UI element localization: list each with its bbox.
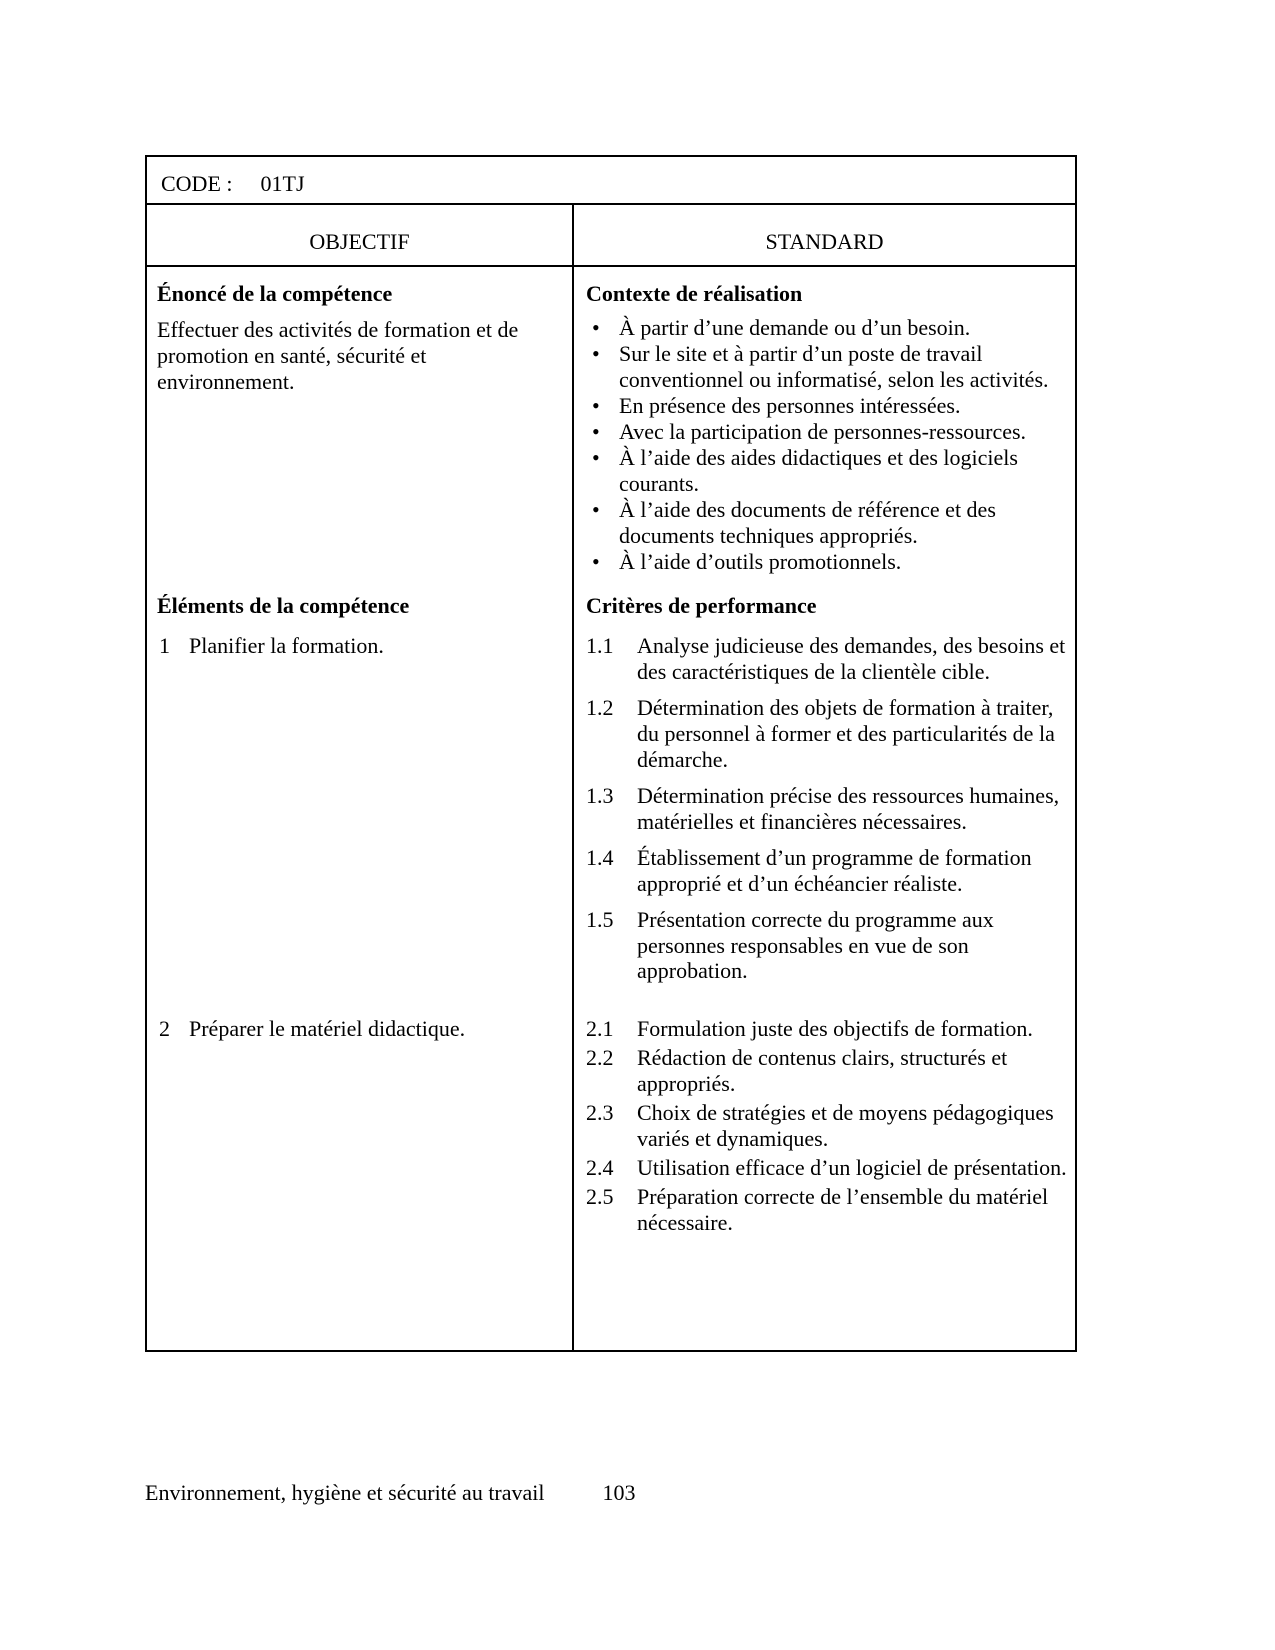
contexte-bullet-text: En présence des personnes intéressées. — [619, 392, 961, 418]
critere-text: Choix de stratégies et de moyens pédagogiques variés et dynamiques. — [637, 1100, 1054, 1152]
element-item-1 — [157, 633, 562, 659]
critere-item — [586, 907, 1067, 985]
critere-item — [586, 633, 1067, 685]
critere-number: 2.2 — [586, 1045, 614, 1071]
criteres-group-1-cell — [572, 625, 1075, 994]
bullet-icon: • — [592, 340, 600, 366]
code-value: 01TJ — [260, 171, 305, 196]
critere-text: Présentation correcte du programme aux personnes responsables en vue de son approbation. — [637, 906, 994, 984]
contexte-bullet-item — [586, 419, 1067, 445]
critere-text: Utilisation efficace d’un logiciel de présentation. — [637, 1155, 1067, 1181]
contexte-cell — [572, 267, 1075, 587]
critere-text: Détermination précise des ressources humaines, matérielles et financières nécessaires. — [637, 782, 1060, 834]
criteres-list-2 — [586, 1016, 1067, 1236]
page-number: 103 — [602, 1480, 636, 1505]
critere-text: Préparation correcte de l’ensemble du matériel nécessaire. — [637, 1184, 1049, 1236]
critere-item — [586, 783, 1067, 835]
critere-text: Analyse judicieuse des demandes, des besoins et des caractéristiques de la clientèle cible. — [637, 633, 1066, 684]
critere-number: 1.1 — [586, 633, 614, 658]
critere-item — [586, 1155, 1067, 1181]
element-text: Planifier la formation. — [189, 633, 384, 658]
element-1-cell — [147, 625, 572, 994]
contexte-bullet-item — [586, 549, 1067, 575]
contexte-bullet-item — [586, 497, 1067, 549]
critere-text: Rédaction de contenus clairs, structurés et appropriés. — [637, 1045, 1008, 1097]
enonce-title: Énoncé de la compétence — [157, 281, 393, 306]
contexte-bullet-text: À partir d’une demande ou d’un besoin. — [619, 314, 971, 340]
critere-number: 2.3 — [586, 1100, 614, 1126]
elements-title: Éléments de la compétence — [157, 593, 410, 618]
critere-number: 1.2 — [586, 694, 614, 720]
contexte-bullet-item — [586, 315, 1067, 341]
bullet-icon: • — [592, 418, 600, 444]
critere-item — [586, 845, 1067, 897]
contexte-bullet-text: Sur le site et à partir d’un poste de travail conventionnel ou informatisé, selon les activités. — [619, 340, 1049, 392]
bullet-icon: • — [592, 314, 600, 340]
contexte-title: Contexte de réalisation — [586, 281, 803, 306]
element-item-2 — [157, 1016, 562, 1042]
bullet-icon: • — [592, 496, 600, 522]
bullet-icon: • — [592, 548, 600, 574]
critere-number: 1.5 — [586, 906, 614, 932]
enonce-cell — [147, 267, 572, 587]
critere-item — [586, 1045, 1067, 1097]
bullet-icon: • — [592, 392, 600, 418]
element-text: Préparer le matériel didactique. — [189, 1016, 466, 1042]
critere-item — [586, 695, 1067, 773]
contexte-bullet-text: À l’aide d’outils promotionnels. — [619, 548, 902, 574]
critere-item — [586, 1184, 1067, 1236]
criteres-list-1 — [586, 633, 1067, 984]
contexte-bullet-item — [586, 341, 1067, 393]
contexte-bullet-item — [586, 445, 1067, 497]
criteres-title-cell — [572, 587, 1075, 625]
competency-table — [145, 155, 1077, 1352]
critere-number: 2.5 — [586, 1184, 614, 1210]
page-footer — [145, 1480, 636, 1506]
standard-column-header: STANDARD — [572, 205, 1075, 265]
element-number: 2 — [159, 1016, 170, 1042]
critere-item — [586, 1100, 1067, 1152]
objectif-column-header: OBJECTIF — [309, 229, 410, 255]
criteres-group-2-cell — [572, 994, 1075, 1350]
contexte-bullet-text: À l’aide des documents de référence et des documents techniques appropriés. — [619, 496, 996, 548]
contexte-bullet-item — [586, 393, 1067, 419]
critere-number: 1.3 — [586, 782, 614, 808]
critere-number: 1.4 — [586, 844, 614, 870]
critere-text: Détermination des objets de formation à traiter, du personnel à former et des particularités de la démarche. — [637, 694, 1055, 772]
table-body — [147, 267, 1075, 1350]
critere-number: 2.1 — [586, 1016, 614, 1042]
contexte-bullet-text: À l’aide des aides didactiques et des logiciels courants. — [619, 444, 1018, 496]
code-label: CODE : — [161, 171, 233, 196]
critere-text: Formulation juste des objectifs de formation. — [637, 1016, 1033, 1042]
bullet-icon: • — [592, 444, 600, 470]
footer-text: Environnement, hygiène et sécurité au travail — [145, 1480, 545, 1505]
critere-number: 2.4 — [586, 1155, 614, 1181]
element-number: 1 — [159, 633, 170, 658]
enonce-text: Effectuer des activités de formation et de promotion en santé, sécurité et environnement. — [157, 316, 519, 394]
elements-title-cell — [147, 587, 572, 625]
element-2-cell — [147, 994, 572, 1350]
contexte-bullet-text: Avec la participation de personnes-ressources. — [619, 418, 1027, 444]
contexte-bullet-list — [586, 315, 1067, 575]
criteres-title: Critères de performance — [586, 593, 817, 618]
code-row — [147, 157, 1075, 205]
critere-text: Établissement d’un programme de formation approprié et d’un échéancier réaliste. — [637, 844, 1032, 896]
critere-item — [586, 1016, 1067, 1042]
column-header-row — [147, 205, 1075, 267]
